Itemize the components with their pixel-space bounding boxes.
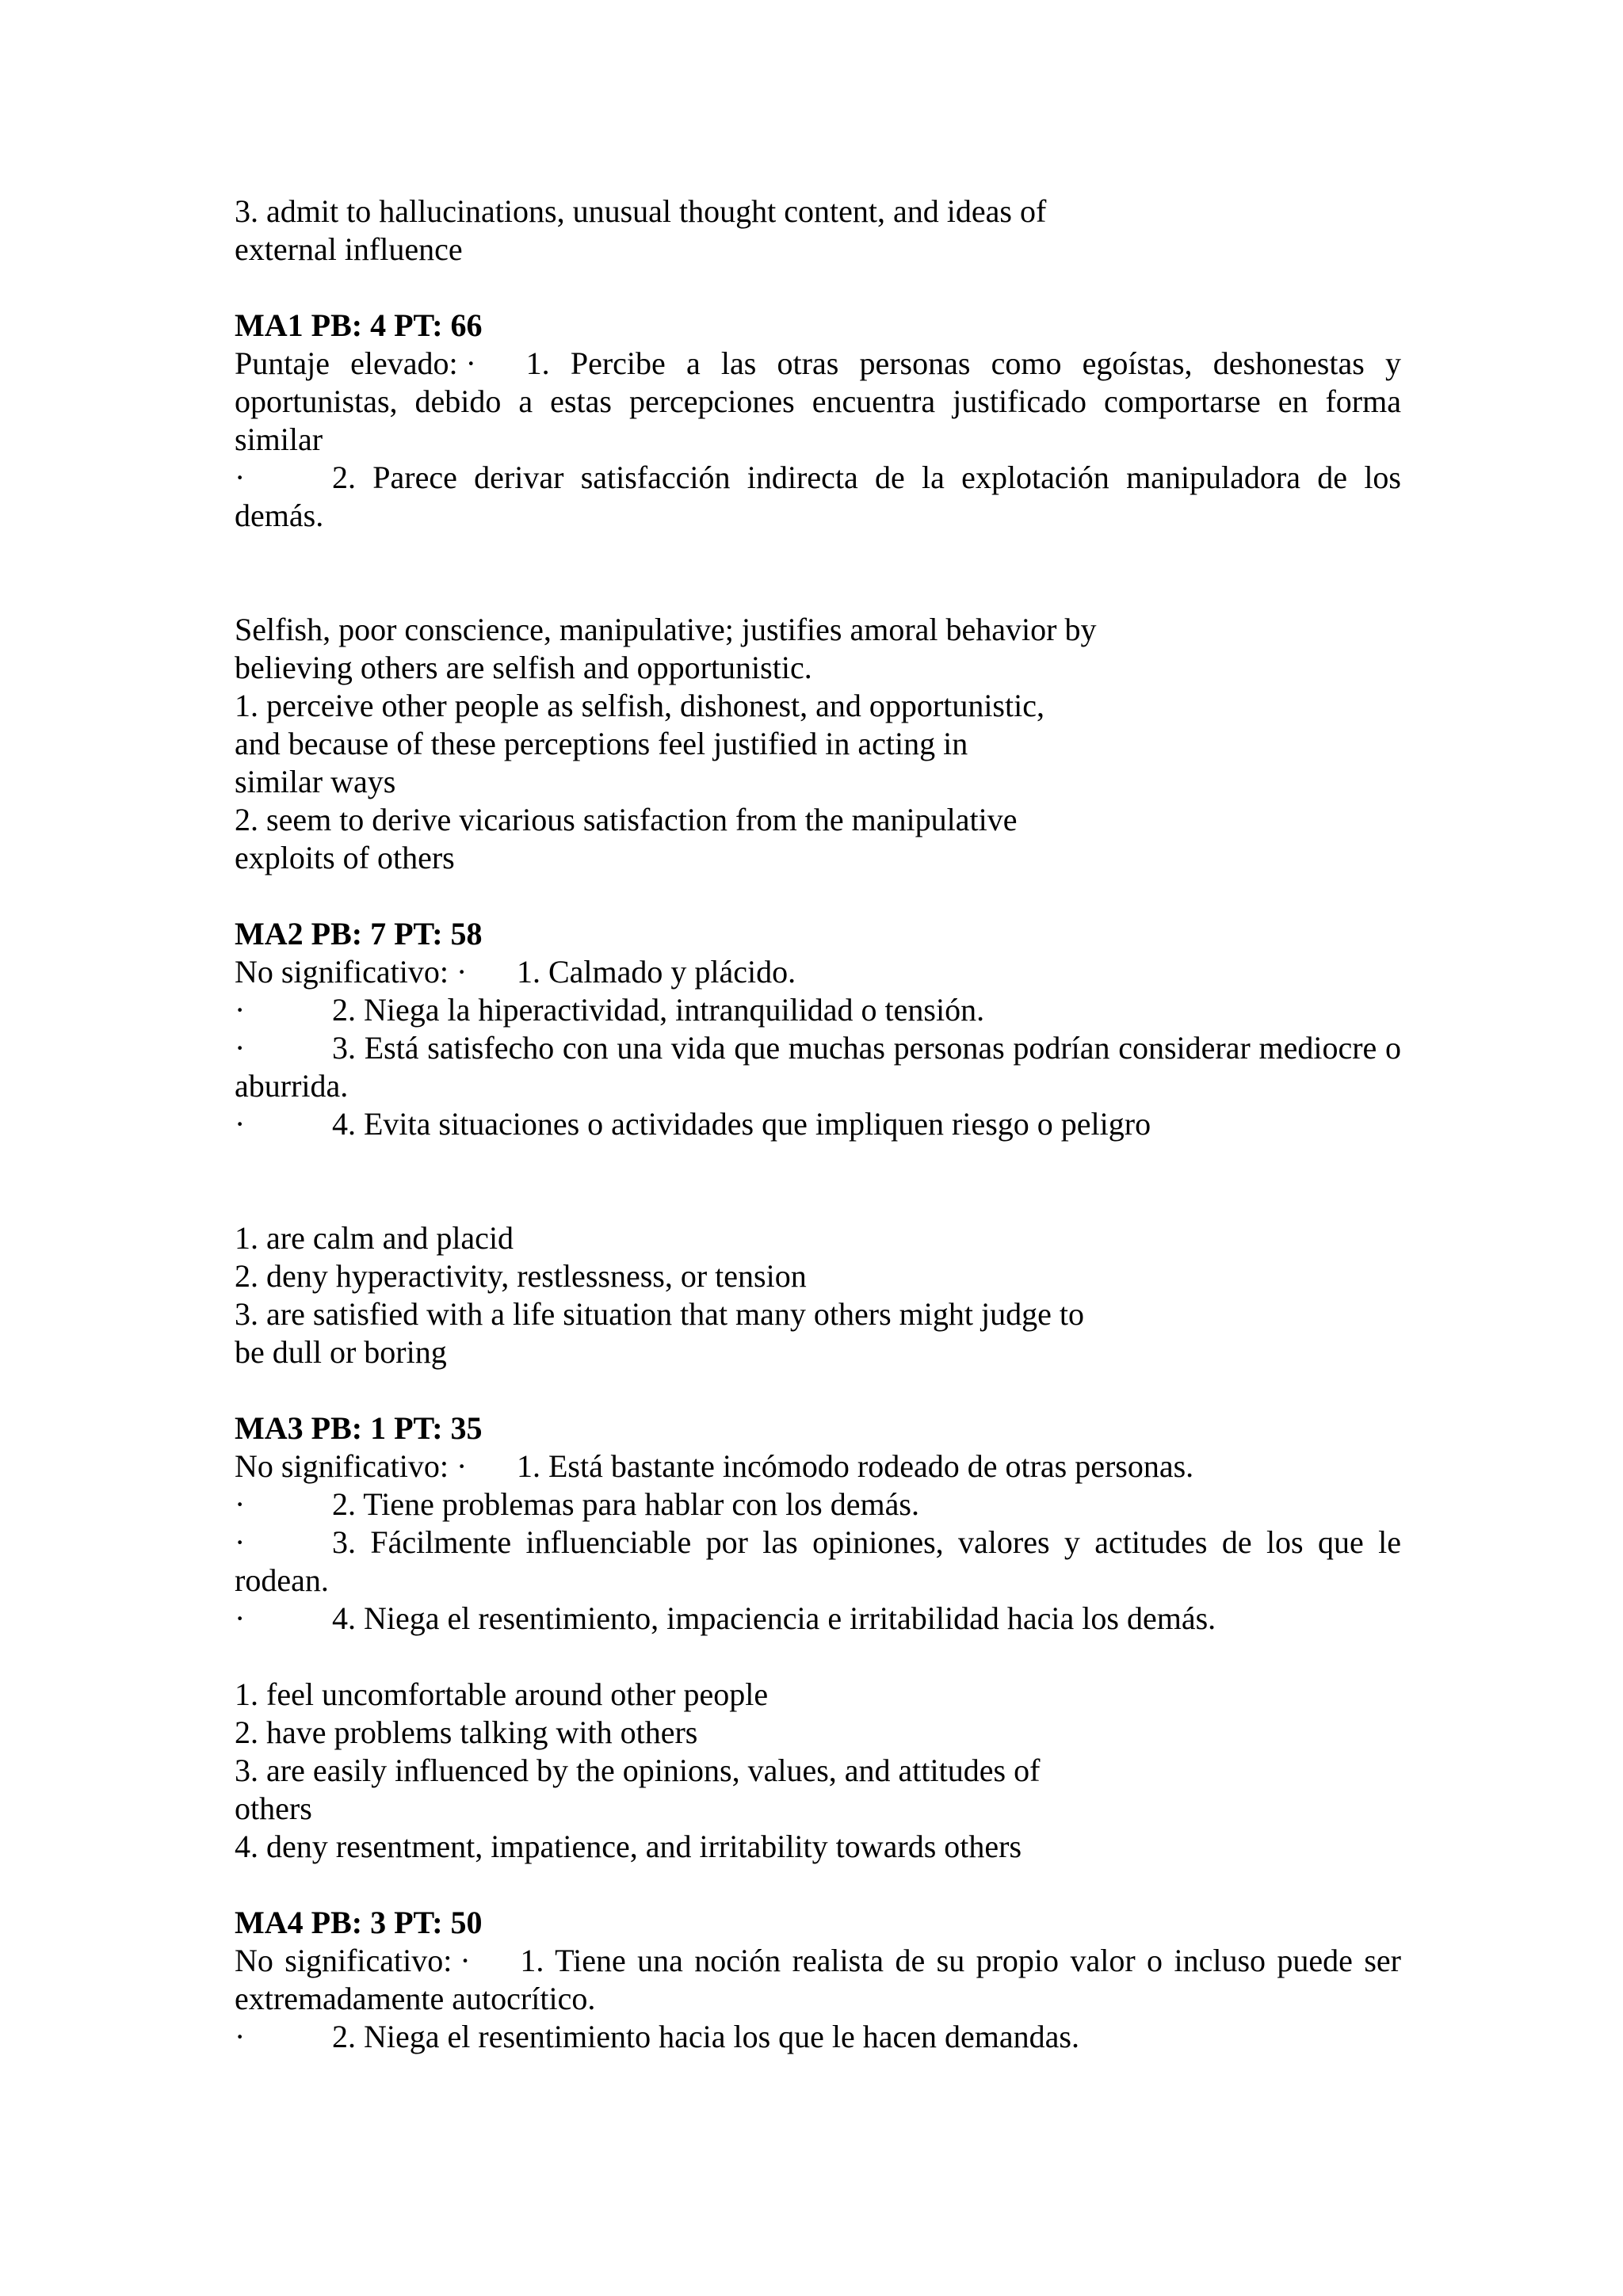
bullet-dot: · [235, 1524, 246, 1560]
ma2-spanish-item-4 [235, 1105, 1401, 1143]
ma4-spanish-item-2 [235, 2018, 1401, 2056]
item-text: 1. Percibe a las otras personas como egoístas, deshonestas y oportunistas, debido a estas percepciones encuentra justificado comportarse en forma similar [235, 345, 1401, 457]
bullet-dot: · [235, 1486, 246, 1522]
ma3-english-line: others [235, 1791, 312, 1826]
ma1-spanish-item-1 [235, 345, 1401, 459]
item-text: 2. Niega el resentimiento hacia los que le hacen demandas. [332, 2019, 1079, 2054]
lead-label: No significativo: [235, 954, 449, 990]
bullet-dot: · [235, 992, 246, 1028]
item-text: 3. Fácilmente influenciable por las opiniones, valores y actitudes de los que le rodean. [235, 1524, 1401, 1598]
item-text: 2. Niega la hiperactividad, intranquilidad o tensión. [332, 992, 985, 1028]
section-heading-ma3: MA3 PB: 1 PT: 35 [235, 1410, 483, 1446]
ma3-english-line: 3. are easily influenced by the opinions, values, and attitudes of [235, 1753, 1041, 1788]
ma1-english-line: believing others are selfish and opportunistic. [235, 650, 812, 685]
ma3-spanish-item-3 [235, 1524, 1401, 1600]
item-text: 4. Niega el resentimiento, impaciencia e irritabilidad hacia los demás. [332, 1600, 1216, 1636]
intro-line-2: external influence [235, 231, 463, 267]
ma1-english-line: 1. perceive other people as selfish, dishonest, and opportunistic, [235, 688, 1044, 723]
ma3-english-line: 1. feel uncomfortable around other people [235, 1676, 769, 1712]
item-text: 2. Tiene problemas para hablar con los demás. [332, 1486, 919, 1522]
ma2-english-line: 2. deny hyperactivity, restlessness, or tension [235, 1258, 807, 1294]
ma1-english-line: and because of these perceptions feel justified in acting in [235, 726, 968, 761]
ma1-english-line: 2. seem to derive vicarious satisfaction from the manipulative [235, 802, 1018, 837]
ma3-english-line: 2. have problems talking with others [235, 1714, 698, 1750]
bullet-dot: · [235, 460, 246, 495]
ma2-spanish-item-1 [235, 953, 1401, 991]
item-text: 2. Parece derivar satisfacción indirecta de la explotación manipuladora de los demás. [235, 460, 1401, 533]
ma2-english-line: be dull or boring [235, 1334, 447, 1370]
ma2-spanish-item-2 [235, 991, 1401, 1029]
ma2-english-line: 1. are calm and placid [235, 1220, 514, 1256]
lead-label: No significativo: [235, 1448, 449, 1484]
bullet-dot: · [235, 2019, 246, 2054]
lead-label: Puntaje elevado: [235, 345, 458, 381]
ma4-spanish-item-1 [235, 1942, 1401, 2018]
ma1-english-line: exploits of others [235, 840, 455, 875]
ma2-spanish-item-3 [235, 1029, 1401, 1105]
bullet-dot: · [456, 1448, 468, 1484]
bullet-dot: · [235, 1106, 246, 1142]
item-text: 1. Tiene una noción realista de su propio valor o incluso puede ser extremadamente autocrítico. [235, 1943, 1401, 2016]
item-text: 3. Está satisfecho con una vida que muchas personas podrían considerar mediocre o aburrida. [235, 1030, 1401, 1104]
ma1-english-line: similar ways [235, 764, 396, 799]
item-text: 1. Calmado y plácido. [516, 954, 796, 990]
section-heading-ma2: MA2 PB: 7 PT: 58 [235, 916, 483, 952]
bullet-dot: · [235, 1600, 246, 1636]
item-text: 1. Está bastante incómodo rodeado de otras personas. [516, 1448, 1194, 1484]
ma1-english-line: Selfish, poor conscience, manipulative; justifies amoral behavior by [235, 612, 1097, 647]
ma1-spanish-item-2 [235, 459, 1401, 535]
section-heading-ma1: MA1 PB: 4 PT: 66 [235, 307, 483, 343]
section-heading-ma4: MA4 PB: 3 PT: 50 [235, 1905, 483, 1940]
ma2-english-line: 3. are satisfied with a life situation that many others might judge to [235, 1296, 1084, 1332]
bullet-dot: · [235, 1030, 246, 1066]
ma3-english-line: 4. deny resentment, impatience, and irritability towards others [235, 1829, 1022, 1864]
bullet-dot: · [456, 954, 468, 990]
document-body [235, 193, 1401, 2056]
ma3-spanish-item-4 [235, 1600, 1401, 1638]
ma3-spanish-item-2 [235, 1486, 1401, 1524]
ma3-spanish-item-1 [235, 1447, 1401, 1486]
bullet-dot: · [460, 1943, 471, 1978]
lead-label: No significativo: [235, 1943, 453, 1978]
intro-line-1: 3. admit to hallucinations, unusual thought content, and ideas of [235, 193, 1047, 229]
bullet-dot: · [465, 345, 476, 381]
item-text: 4. Evita situaciones o actividades que impliquen riesgo o peligro [332, 1106, 1151, 1142]
